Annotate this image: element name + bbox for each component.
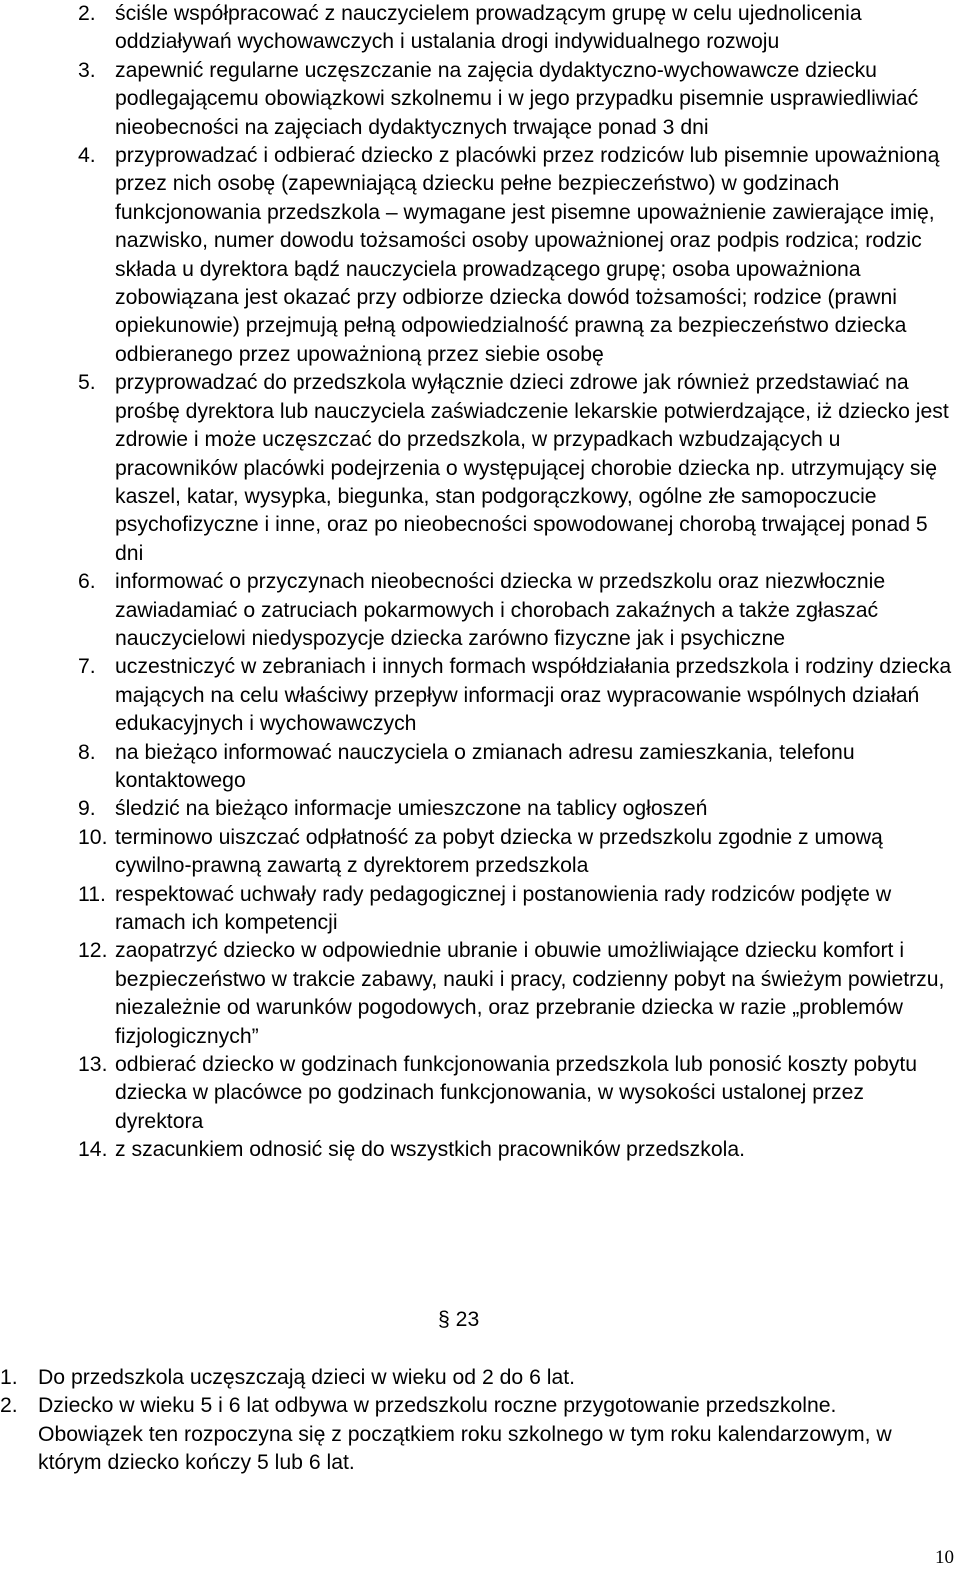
item-number: 14.	[78, 1138, 108, 1162]
list-item	[78, 739, 958, 796]
list-item	[78, 1051, 958, 1136]
item-number: 9.	[78, 797, 96, 821]
item-text: Dziecko w wieku 5 i 6 lat odbywa w przedszkolu roczne przygotowanie przedszkolne. Obowiązek ten rozpoczyna się z początkiem roku szkolnego w tym roku kalendarzowym, w którym dziecko kończy 5 lub 6 lat.	[38, 1394, 892, 1475]
list-item	[78, 824, 958, 881]
list-item	[78, 369, 958, 568]
page-number: 10	[935, 1547, 954, 1568]
item-number: 8.	[78, 740, 96, 764]
item-text: zapewnić regularne uczęszczanie na zajęcia dydaktyczno-wychowawcze dziecku podlegającemu obowiązkowi szkolnemu i w jego przypadku pisemnie usprawiedliwiać nieobecności na zajęciach dydaktycznych trwające ponad 3 dni	[115, 58, 919, 139]
section-marker: § 23	[438, 1308, 480, 1331]
item-text: Do przedszkola uczęszczają dzieci w wieku od 2 do 6 lat.	[38, 1366, 576, 1389]
list-item	[78, 142, 958, 369]
item-text: na bieżąco informować nauczyciela o zmianach adresu zamieszkania, telefonu kontaktowego	[115, 740, 855, 792]
item-text: informować o przyczynach nieobecności dziecka w przedszkolu oraz niezwłocznie zawiadamiać o zatruciach pokarmowych i chorobach zakaźnych a także zgłaszać nauczycielowi niedyspozycje dziecka zarówno fizyczne jak i psychiczne	[115, 570, 886, 650]
item-number: 12.	[78, 939, 108, 963]
list-item	[78, 568, 958, 653]
list-item	[78, 881, 958, 938]
item-text: zaopatrzyć dziecko w odpowiednie ubranie i obuwie umożliwiające dziecku komfort i bezpieczeństwo w trakcie zabawy, nauki i pracy, codzienny pobyt na świeżym powietrzu, niezależnie od warunków pogodowych, oraz przebranie dziecka w razie „problemów fizjologicznych”	[115, 939, 945, 1048]
list-item	[0, 1392, 930, 1477]
item-text: ściśle współpracować z nauczycielem prowadzącym grupę w celu ujednolicenia oddziaływań wychowawczych i ustalania drogi indywidualnego rozwoju	[115, 2, 862, 54]
item-number: 13.	[78, 1053, 108, 1077]
item-number: 2.	[78, 2, 96, 25]
item-text: przyprowadzać i odbierać dziecko z placówki przez rodziców lub pisemnie upoważnioną przez nich osobę (zapewniającą dziecku pełne bezpieczeństwo) w godzinach funkcjonowania przedszkola – wymagane jest pisemne upoważnienie zawierające imię, nazwisko, numer dowodu tożsamości osoby upoważnionej oraz podpis rodzica; rodzic składa u dyrektora bądź nauczyciela prowadzącego grupę; osoba upoważniona zobowiązana jest okazać przy odbiorze dziecka dowód tożsamości; rodzice (prawni opiekunowie) przejmują pełną odpowiedzialność prawną za bezpieczeństwo dziecka odbieranego przez upoważnioną przez siebie osobę	[115, 144, 940, 366]
item-text: terminowo uiszczać odpłatność za pobyt dziecka w przedszkolu zgodnie z umową cywilno-prawną zawartą z dyrektorem przedszkola	[115, 825, 883, 878]
list-item	[78, 653, 958, 738]
list-item	[78, 937, 958, 1051]
item-number: 2.	[0, 1394, 18, 1418]
item-number: 1.	[0, 1366, 18, 1389]
list-item	[0, 1364, 930, 1392]
list-item	[78, 1136, 958, 1164]
item-number: 4.	[78, 144, 96, 168]
item-number: 3.	[78, 58, 96, 82]
list-item	[78, 795, 958, 823]
item-text: śledzić na bieżąco informacje umieszczone na tablicy ogłoszeń	[115, 797, 708, 821]
list-item	[78, 57, 958, 142]
obligations-list	[78, 0, 958, 1165]
item-number: 5.	[78, 371, 96, 395]
item-number: 6.	[78, 570, 96, 594]
item-text: respektować uchwały rady pedagogicznej i postanowienia rady rodziców podjęte w ramach ich kompetencji	[115, 882, 892, 934]
item-text: odbierać dziecko w godzinach funkcjonowania przedszkola lub ponosić koszty pobytu dziecka w placówce po godzinach funkcjonowania, w wysokości ustalonej przez dyrektora	[115, 1053, 918, 1133]
item-text: przyprowadzać do przedszkola wyłącznie dzieci zdrowe jak również przedstawiać na prośbę dyrektora lub nauczyciela zaświadczenie lekarskie potwierdzające, iż dziecko jest zdrowie i może uczęszczać do przedszkola, w przypadkach wzbudzających u pracowników placówki podejrzenia o występującej chorobie dziecka np. utrzymujący się kaszel, katar, wysypka, biegunka, stan podgorączkowy, ogólne złe samopoczucie psychofizyczne i inne, oraz po nieobecności spowodowanej chorobą trwającej ponad 5 dni	[115, 371, 949, 565]
item-text: uczestniczyć w zebraniach i innych formach współdziałania przedszkola i rodziny dziecka mających na celu właściwy przepływ informacji oraz wypracowanie wspólnych działań edukacyjnych i wychowawczych	[115, 655, 952, 736]
item-number: 11.	[78, 882, 106, 906]
admission-list	[0, 1364, 930, 1478]
item-number: 10.	[78, 825, 108, 849]
item-text: z szacunkiem odnosić się do wszystkich pracowników przedszkola.	[115, 1138, 745, 1162]
item-number: 7.	[78, 655, 96, 679]
list-item	[78, 0, 958, 57]
